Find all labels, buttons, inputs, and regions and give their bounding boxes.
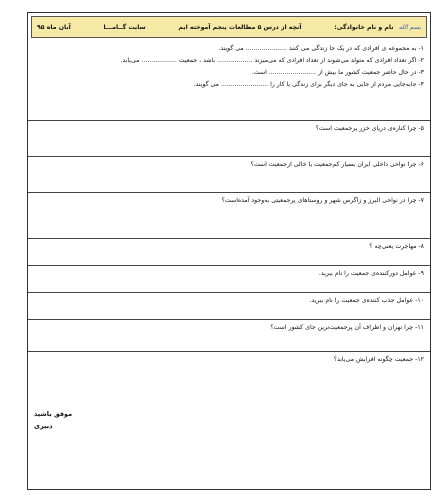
fill-in-section <box>34 43 424 91</box>
name-label: نام و نام خانوادگی: <box>334 23 394 31</box>
question-row <box>28 292 430 320</box>
question-row <box>28 156 430 193</box>
worksheet-title: آنچه از درس ۵ مطالعات پنجم آموخته ایم <box>178 23 302 31</box>
question-row <box>28 192 430 239</box>
question-row <box>28 351 430 392</box>
question-row <box>28 265 430 293</box>
fill-in-item-1: ۱- به مجموعه ی افرادی که در یک جا زندگی می کنند ..................... می گویند. <box>218 45 424 52</box>
question-10: ۱۰- عوامل جذب کننده‌ی جمعیت را نام ببرید. <box>309 297 424 304</box>
header-stamp: بسم الله <box>398 23 421 31</box>
signature-block <box>34 408 72 432</box>
question-8: ۸- مهاجرت یعنی‌چه ؟ <box>369 243 424 250</box>
worksheet <box>27 12 431 490</box>
fill-in-item-2: ۲- اگر تعداد افرادی که متولد می‌شوند از تعداد افرادی که می‌میرند .................. باشد ، جمعیت .................. می‌یابد. <box>120 57 424 64</box>
question-row <box>28 120 430 157</box>
question-11: ۱۱- چرا تهران و اطراف آن پرجمعیت‌ترین جای کشور است؟ <box>270 324 424 331</box>
question-5: ۵- چرا کناره‌ی دریای خزر پرجمعیت است؟ <box>315 125 424 132</box>
teacher-name: دبیری <box>34 422 53 430</box>
fill-in-item-4: ۴- جابه‌جایی مردم از جایی به جای دیگر برای زندگی یا کار را ........................ می گویند. <box>193 81 424 88</box>
question-9: ۹- عوامل دورکننده‌ی جمعیت را نام ببرید. <box>318 270 424 277</box>
question-row <box>28 238 430 266</box>
worksheet-date: آبان ماه ۹۵ <box>37 23 71 31</box>
worksheet-header <box>31 16 427 38</box>
site-name: سایت گــامـــا <box>103 23 146 31</box>
question-6: ۶- چرا نواحی داخلی ایران بسیار کم‌جمعیت یا خالی ازجمعیت است؟ <box>250 161 424 168</box>
question-7: ۷- چرا در نواحی البرز و زاگرس شهر و روستاهای پرجمعیتی به‌وجود آمده‌است؟ <box>221 197 424 204</box>
question-row <box>28 319 430 352</box>
good-luck-text: موفق باشید <box>34 410 73 418</box>
question-12: ۱۲- جمعیت چگونه افزایش می‌یابد؟ <box>333 356 424 363</box>
fill-in-item-3: ۳- در حال حاضر جمعیت کشور ما بیش از ........................ است. <box>251 69 424 76</box>
header-name-field <box>334 24 421 31</box>
